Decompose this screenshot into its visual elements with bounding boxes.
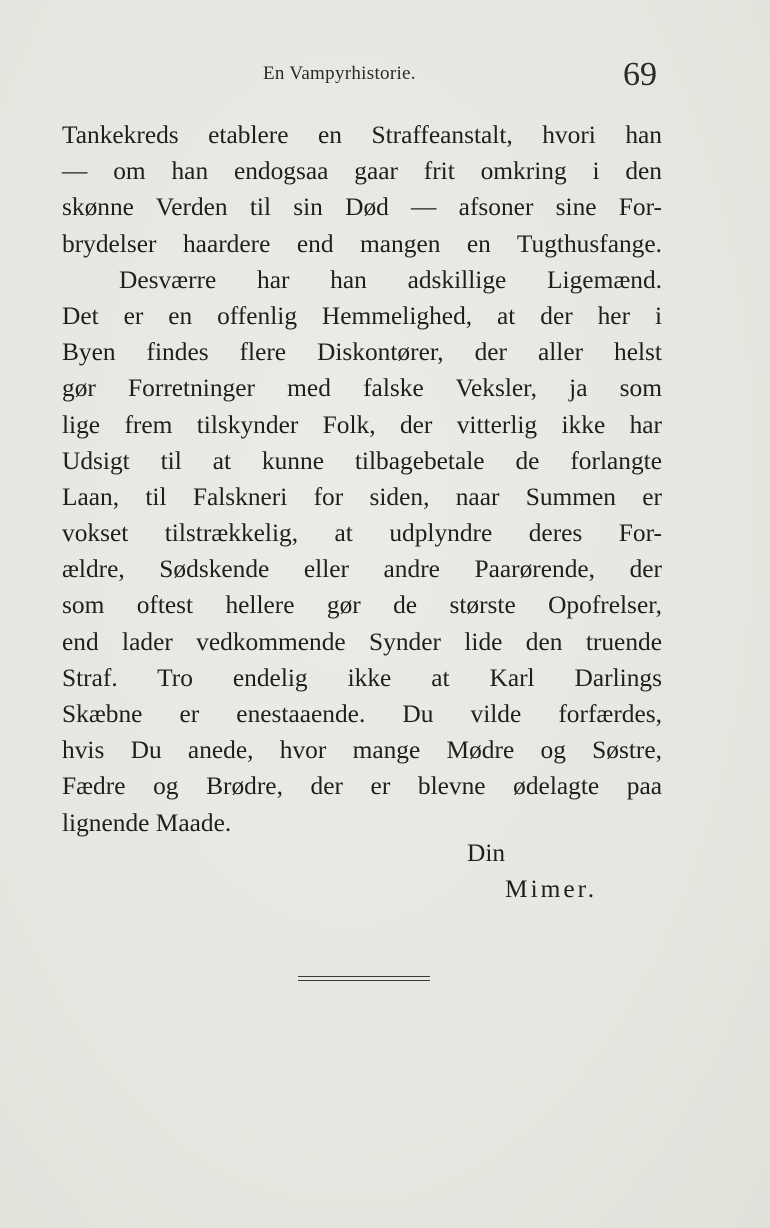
text-line: — om han endogsaa gaar frit omkring i den — [62, 157, 662, 186]
text-line: Det er en offenlig Hemmelighed, at der her i — [62, 301, 662, 330]
end-rule — [298, 976, 430, 977]
text-line: lignende Maade. — [62, 808, 232, 837]
text-line: Udsigt til at kunne tilbagebetale de forlangte — [62, 446, 662, 475]
text-line: brydelser haardere end mangen en Tugthusfange. — [62, 229, 662, 258]
text-line: ældre, Sødskende eller andre Paarørende, der — [62, 555, 662, 584]
signature: Mimer. — [505, 875, 598, 903]
text-line: Straf. Tro endelig ikke at Karl Darlings — [62, 663, 662, 692]
page-number: 69 — [623, 56, 657, 93]
running-title: En Vampyrhistorie. — [263, 63, 416, 84]
text-line: hvis Du anede, hvor mange Mødre og Søstre, — [62, 736, 662, 765]
body-text — [62, 117, 662, 841]
text-line: vokset tilstrækkelig, at udplyndre deres For- — [62, 519, 662, 548]
text-line: Tankekreds etablere en Straffeanstalt, hvori han — [62, 121, 662, 149]
text-line: Byen findes flere Diskontører, der aller helst — [62, 338, 662, 367]
text-line: Desværre har han adskillige Ligemænd. — [119, 265, 662, 294]
text-line: Laan, til Falskneri for siden, naar Summen er — [62, 482, 662, 511]
text-line: gør Forretninger med falske Veksler, ja som — [62, 374, 662, 403]
text-line: skønne Verden til sin Død — afsoner sine For- — [62, 193, 662, 222]
closing-salutation: Din — [467, 839, 506, 867]
text-line: som oftest hellere gør de største Opofrelser, — [62, 591, 662, 620]
text-line: Fædre og Brødre, der er blevne ødelagte paa — [62, 772, 662, 801]
text-line: lige frem tilskynder Folk, der vitterlig ikke har — [62, 410, 662, 439]
end-rule — [298, 980, 430, 981]
running-head — [0, 56, 770, 96]
text-line: Skæbne er enestaaende. Du vilde forfærdes, — [62, 700, 662, 728]
text-line: end lader vedkommende Synder lide den truende — [62, 627, 662, 656]
